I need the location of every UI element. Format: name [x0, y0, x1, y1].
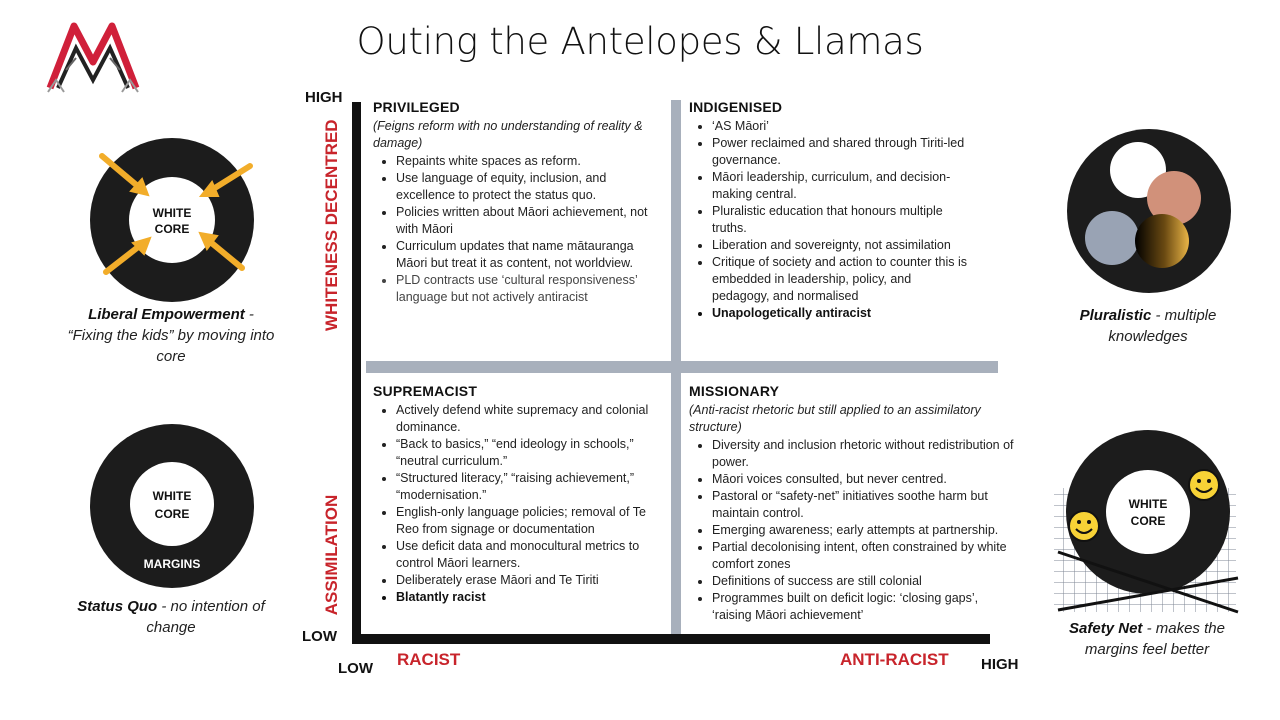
- list-item: • Use deficit data and monocultural metrics to control Māori learners.: [396, 538, 663, 572]
- x-axis-right-label: ANTI-RACIST: [840, 650, 949, 669]
- quadrant-heading: SUPREMACIST: [373, 383, 478, 399]
- list-item: • Actively defend white supremacy and colonial dominance.: [396, 402, 663, 436]
- core-label: WHITE: [152, 206, 192, 220]
- list-item: • Māori voices consulted, but never centred.: [712, 471, 1014, 488]
- list-item: • Deliberately erase Māori and Te Tiriti: [396, 572, 663, 589]
- y-axis-low-label: LOW: [302, 628, 337, 645]
- y-axis: [352, 102, 361, 644]
- list-item: • English-only language policies; removal of Te Reo from signage or documentation: [396, 504, 663, 538]
- model-description: - makes the margins feel better: [1084, 620, 1225, 658]
- list-item: • Liberation and sovereignty, not assimilation: [712, 237, 969, 254]
- list-item: • ‘AS Māori’: [712, 118, 969, 135]
- quadrant-list: [689, 118, 969, 322]
- list-item: • Pastoral or “safety-net” initiatives soothe harm but maintain control.: [712, 488, 1014, 522]
- core-label: CORE: [154, 222, 190, 236]
- list-item: • Power reclaimed and shared through Tiriti-led governance.: [712, 135, 969, 169]
- quadrant-list: [689, 437, 1014, 624]
- list-item: • Blatantly racist: [396, 589, 663, 606]
- pluralistic-caption: [1060, 305, 1236, 347]
- quadrant-heading: INDIGENISED: [689, 99, 783, 115]
- quadrant-subtitle: (Anti-racist rhetoric but still applied to an assimilatory structure): [689, 403, 981, 434]
- model-name: Liberal Empowerment: [88, 306, 245, 323]
- quadrant-heading: PRIVILEGED: [373, 99, 460, 115]
- list-item: • Unapologetically antiracist: [712, 305, 969, 322]
- y-axis-high-label: HIGH: [305, 89, 343, 106]
- model-description: - multiple knowledges: [1108, 307, 1217, 345]
- list-item: • Curriculum updates that name mātauranga Māori but treat it as content, not worldview.: [396, 238, 663, 272]
- quadrant-heading: MISSIONARY: [689, 383, 780, 399]
- core-label: CORE: [1130, 514, 1166, 528]
- quadrant-list: [373, 153, 663, 306]
- quadrant-missionary: [689, 383, 1014, 624]
- list-item: • Definitions of success are still colonial: [712, 573, 1014, 590]
- core-label: WHITE: [152, 489, 192, 503]
- quadrant-indigenised: [689, 99, 969, 322]
- y-axis-bottom-label: ASSIMILATION: [322, 494, 341, 616]
- model-name: Status Quo: [77, 598, 158, 615]
- x-axis: [352, 634, 990, 644]
- quadrant-subtitle: (Feigns reform with no understanding of reality & damage): [373, 119, 643, 150]
- margins-label: MARGINS: [143, 557, 201, 571]
- x-axis-left-label: RACIST: [397, 650, 461, 669]
- list-item: • “Back to basics,” “end ideology in schools,” “neutral curriculum.”: [396, 436, 663, 470]
- list-item: • Repaints white spaces as reform.: [396, 153, 663, 170]
- page-title: Outing the Antelopes & Llamas: [356, 20, 924, 63]
- liberal-empowerment-diagram: [84, 132, 260, 308]
- safety-net-caption: [1064, 618, 1230, 660]
- knowledge-circle: [1135, 214, 1189, 268]
- logo-icon: [46, 18, 140, 94]
- status-quo-diagram: [88, 422, 256, 590]
- model-name: Pluralistic: [1079, 307, 1152, 324]
- smiley-icon: [1069, 511, 1099, 541]
- x-axis-low-label: LOW: [338, 660, 373, 677]
- quadrant-privileged: [373, 99, 663, 306]
- core-label: WHITE: [1128, 497, 1168, 511]
- horizontal-divider: [366, 361, 998, 373]
- safety-net-diagram: [1052, 428, 1240, 616]
- pluralistic-diagram: [1066, 128, 1232, 294]
- quadrant-supremacist: [373, 383, 663, 606]
- core-label: CORE: [154, 507, 190, 521]
- list-item: • Policies written about Māori achievement, not with Māori: [396, 204, 663, 238]
- y-axis-top-label: WHITENESS DECENTRED: [322, 119, 341, 331]
- list-item: • Pluralistic education that honours multiple truths.: [712, 203, 969, 237]
- list-item: • Emerging awareness; early attempts at partnership.: [712, 522, 1014, 539]
- quadrant-list: [373, 402, 663, 606]
- list-item: • Critique of society and action to counter this is embedded in leadership, policy, and pedagogy, and normalised: [712, 254, 969, 305]
- list-item: • Partial decolonising intent, often constrained by white comfort zones: [712, 539, 1014, 573]
- model-description: - no intention of change: [146, 598, 265, 636]
- list-item: • Māori leadership, curriculum, and decision-making central.: [712, 169, 969, 203]
- model-description: - “Fixing the kids” by moving into core: [67, 306, 275, 365]
- list-item: • Programmes built on deficit logic: ‘closing gaps’, ‘raising Māori achievement’: [712, 590, 1014, 624]
- status-quo-caption: [76, 596, 266, 638]
- list-item: • Use language of equity, inclusion, and excellence to protect the status quo.: [396, 170, 663, 204]
- x-axis-high-label: HIGH: [981, 656, 1019, 673]
- smiley-icon: [1189, 470, 1219, 500]
- model-name: Safety Net: [1069, 620, 1143, 637]
- knowledge-circle: [1085, 211, 1139, 265]
- list-item: • Diversity and inclusion rhetoric without redistribution of power.: [712, 437, 1014, 471]
- liberal-empowerment-caption: [66, 304, 276, 367]
- list-item: • “Structured literacy,” “raising achievement,” “modernisation.”: [396, 470, 663, 504]
- list-item: • PLD contracts use ‘cultural responsiveness’ language but not actively antiracist: [396, 272, 663, 306]
